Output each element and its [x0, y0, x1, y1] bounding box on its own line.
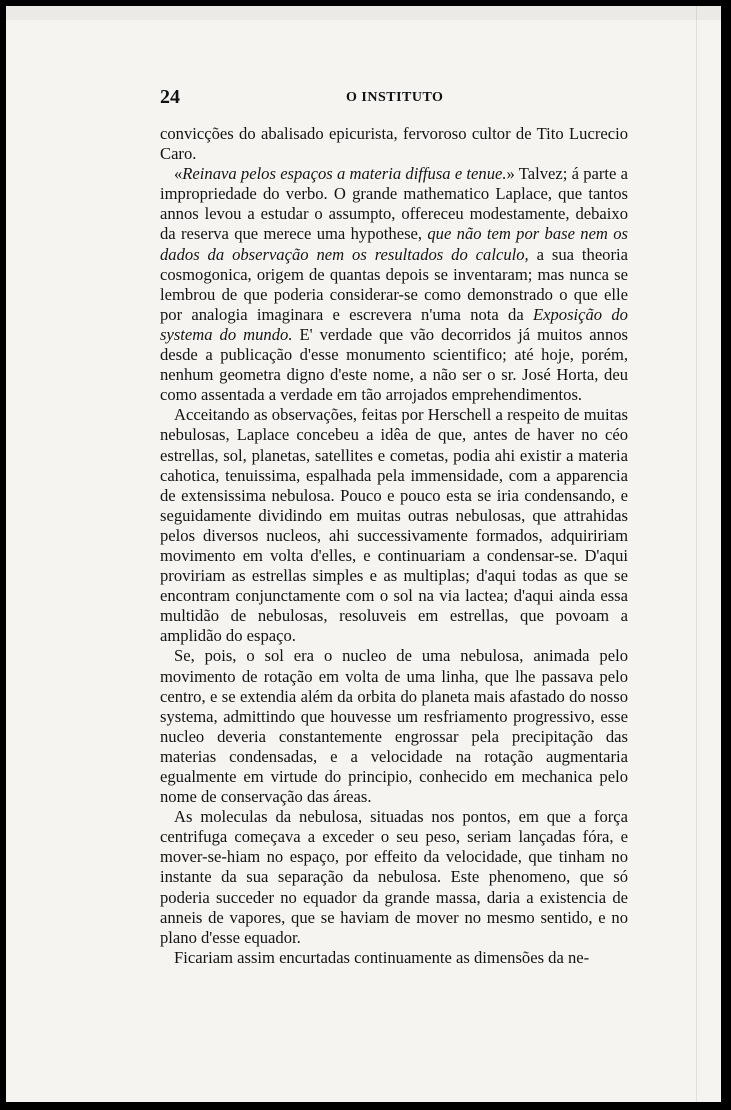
italic-text: Reinava pelos espaços a materia diffusa e tenue. — [182, 164, 507, 184]
page-header — [160, 86, 640, 110]
text-run: convicções do abalisado epicurista, fervoroso cultor de Tito Lucrecio Caro. — [160, 124, 628, 164]
text-run: Se, pois, o sol era o nucleo de uma nebulosa, animada pelo movimento de rotação em volta de uma linha, que lhe passava pelo centro, e se extendia além da orbita do planeta mais afastado do nosso systema, admittindo que houvesse um resfriamento progressivo, esse nucleo deveria constantemente engrossar pela precipitação das materias condensadas, e a velocidade na rotação augmentaria egualmente em virtude do principio, conhecido em mechanica pelo nome de conservação das áreas. — [160, 646, 628, 807]
text-run: « — [174, 164, 183, 184]
scan-artifact-line — [696, 6, 697, 1102]
paragraph — [160, 405, 628, 646]
paragraph — [160, 646, 628, 807]
text-run: E' verdade que vão decorridos já muitos annos desde a publicação d'esse monumento scientifico; até hoje, porém, nenhum geometra digno d'este nome, a não ser o sr. José Horta, deu como assentada a verdade em tão arrojados emprehendimentos. — [160, 324, 628, 405]
text-run: a sua theoria cosmogonica, origem de quantas depois se inventaram; mas nunca se lembrou de que poderia considerar-se como demonstrado o que elle por analogia imaginara e escrevera n'uma nota da — [160, 244, 628, 324]
paragraph — [160, 948, 628, 968]
italic-text: Exposição do systema do mundo. — [160, 304, 628, 344]
paragraph — [160, 124, 628, 164]
text-run: Ficariam assim encurtadas continuamente as dimensões da ne- — [174, 947, 590, 967]
running-title: O INSTITUTO — [346, 90, 444, 105]
text-run: Acceitando as observações, feitas por Herschell a respeito de muitas nebulosas, Laplace concebeu a idêa de que, antes de haver no céo estrellas, sol, planetas, satellites e cometas, podia ahi existir a materia cahotica, tenuissima, espalhada pela immensidade, com a apparencia de extensissima nebulosa. Pouco e pouco esta se iria condensando, e seguidamente dividindo em muitas outras nebulosas, que attrahidas pelos diversos nucleos, ahi successivamente formados, adquiririam movimento em volta d'elles, e continuariam a condensar-se. D'aqui proviriam as estrellas simples e as multiplas; d'aqui todas as que se encontram conjunctamente com o sol na via lactea; d'aqui ainda essa multidão de nebulosas, resoluveis em estrellas, que povoam a amplidão do espaço. — [160, 405, 628, 646]
paragraph — [160, 164, 628, 405]
body-text — [160, 124, 628, 968]
text-run: As moleculas da nebulosa, situadas nos pontos, em que a força centrifuga começava a exceder o seu peso, seriam lançadas fóra, e mover-se-hiam no espaço, por effeito da velocidade, que tinham no instante da sua separação da nebulosa. Este phenomeno, que só poderia succeder no equador da grande massa, daria a existencia de anneis de vapores, que se haviam de mover no mesmo sentido, e no plano d'esse equador. — [160, 807, 628, 947]
italic-text: que não tem por base nem os dados da observação nem os resultados do calculo, — [160, 224, 628, 264]
paragraph — [160, 807, 628, 948]
page-number: 24 — [160, 86, 180, 108]
text-run: » Talvez; á parte a impropriedade do verbo. O grande mathematico Laplace, que tantos annos levou a estudar o assumpto, offereceu modestamente, debaixo da reserva que merece uma hypothese, — [160, 164, 629, 244]
book-page — [6, 6, 721, 1102]
scan-artifact-band — [6, 6, 721, 20]
